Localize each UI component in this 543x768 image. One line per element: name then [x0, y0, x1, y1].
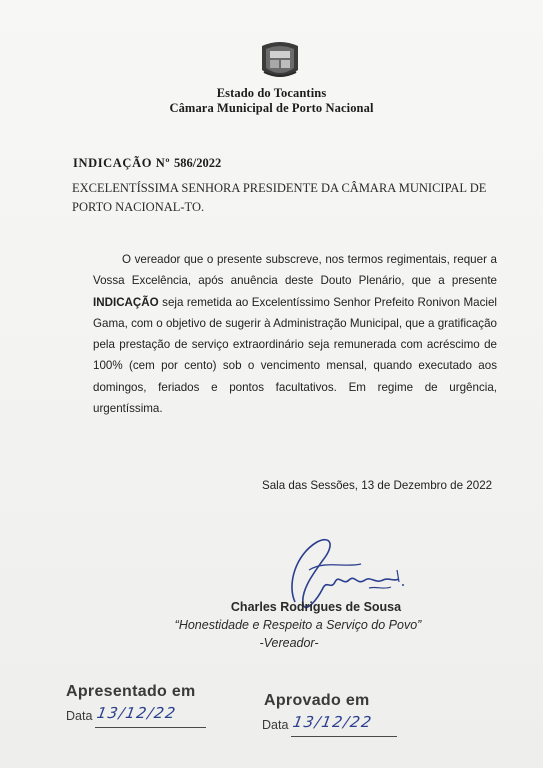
address-line: EXCELENTÍSSIMA SENHORA PRESIDENTE DA CÂMARA MUNICIPAL DE PORTO NACIONAL-TO.: [72, 181, 487, 214]
presented-date-label: Data: [66, 709, 93, 723]
signer-name: Charles Rodrigues de Sousa: [230, 600, 402, 614]
approved-date-line: [291, 736, 397, 737]
presented-date-row: [66, 704, 206, 728]
body-paragraph: [93, 249, 497, 419]
body-part-2: seja remetida ao Excelentíssimo Senhor Prefeito Ronivon Maciel Gama, com o objetivo de sugerir à Administração Municipal, que a gratificação pela prestação de serviço extraordinário seja remunerada com acréscimo de 100% (cem por cento) sob o vencimento mensal, quando executado aos domingos, feriados e pontos facultativos. Em regime de urgência, urgentíssima.: [93, 295, 497, 416]
header-state: Estado do Tocantins: [216, 86, 327, 100]
approved-stamp-title: Aprovado em: [264, 692, 370, 709]
indicacao-label: INDICAÇÃO Nº: [73, 156, 171, 170]
body-highlight: INDICAÇÃO: [93, 295, 159, 309]
body-part-1: O vereador que o presente subscreve, nos termos regimentais, requer a Vossa Excelência, após anuência deste Douto Plenário, que a presente: [93, 253, 497, 288]
presented-stamp-title: Apresentado em: [66, 683, 196, 700]
indicacao-number: 586/2022: [174, 156, 222, 170]
approved-date-row: [262, 713, 397, 737]
handwritten-signature-icon: [265, 530, 415, 630]
presented-date-value: 13/12/22: [95, 704, 178, 722]
header-chamber: Câmara Municipal de Porto Nacional: [169, 101, 374, 115]
session-date: Sala das Sessões, 13 de Dezembro de 2022: [262, 479, 493, 492]
municipal-seal-icon: [258, 40, 302, 82]
approved-date-value: 13/12/22: [291, 713, 374, 731]
signer-motto: “Honestidade e Respeito a Serviço do Povo”: [174, 618, 422, 632]
approved-date-label: Data: [262, 718, 289, 732]
signer-role: -Vereador-: [259, 636, 319, 650]
presented-date-line: [95, 727, 206, 728]
